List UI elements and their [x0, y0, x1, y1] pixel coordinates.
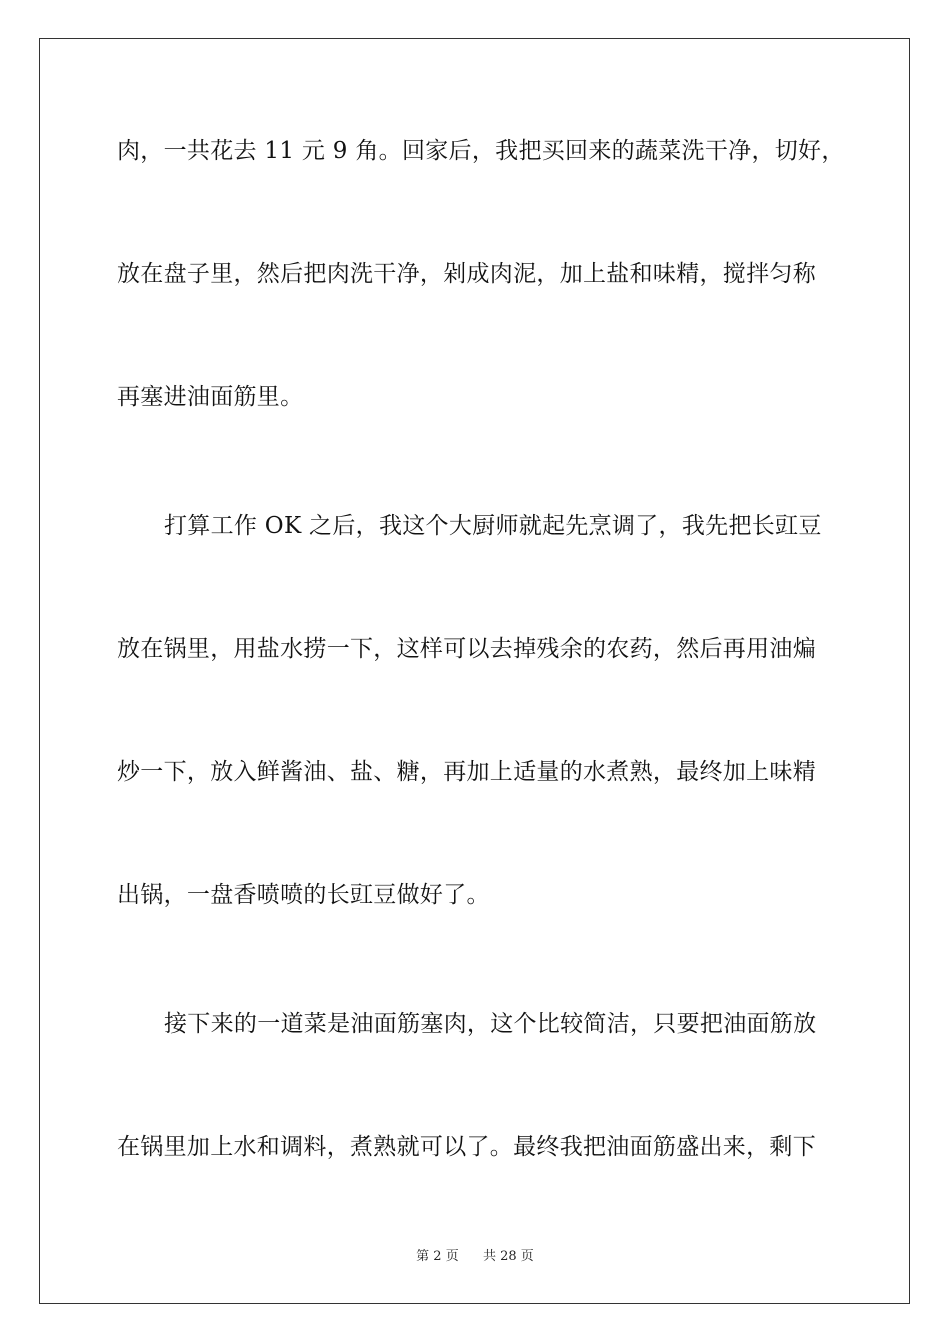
page-frame	[39, 38, 910, 1304]
body-text-line: 肉，一共花去 11 元 9 角。回家后，我把买回来的蔬菜洗干净，切好，	[117, 138, 845, 164]
page-total: 共 28 页	[483, 1249, 534, 1264]
body-text-line: 出锅，一盘香喷喷的长豇豆做好了。	[117, 882, 490, 908]
body-text-line: 放在锅里，用盐水捞一下，这样可以去掉残余的农药，然后再用油煸	[117, 636, 816, 662]
body-text-line: 再塞进油面筋里。	[117, 384, 304, 410]
page-footer	[0, 1248, 950, 1266]
body-text-line: 炒一下，放入鲜酱油、盐、糖，再加上适量的水煮熟，最终加上味精	[117, 759, 816, 785]
paragraph-start-line: 打算工作 OK 之后，我这个大厨师就起先烹调了，我先把长豇豆	[164, 513, 822, 539]
body-text-line: 放在盘子里，然后把肉洗干净，剁成肉泥，加上盐和味精，搅拌匀称	[117, 261, 816, 287]
body-text-line: 在锅里加上水和调料，煮熟就可以了。最终我把油面筋盛出来，剩下	[117, 1134, 816, 1160]
page-number: 第 2 页	[416, 1249, 459, 1264]
paragraph-start-line: 接下来的一道菜是油面筋塞肉，这个比较简洁，只要把油面筋放	[164, 1011, 817, 1037]
